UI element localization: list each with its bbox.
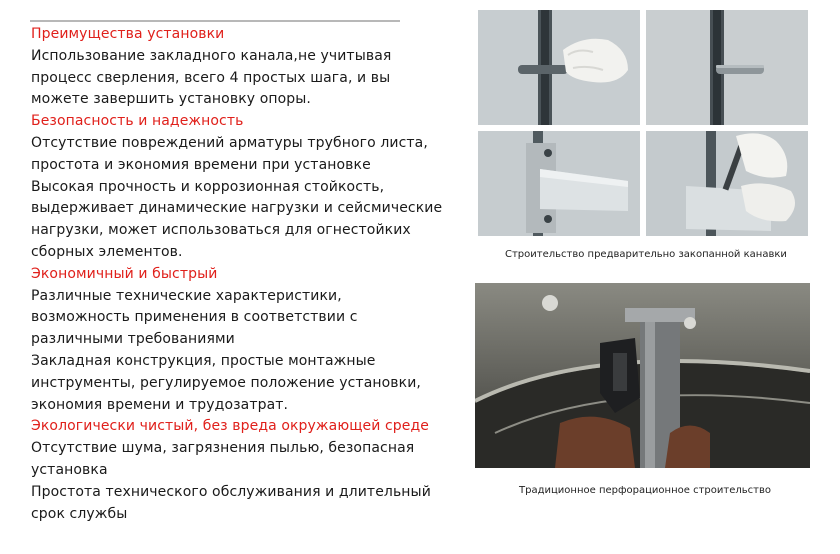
body-line: Закладная конструкция, простые монтажные bbox=[31, 352, 376, 369]
photo-bracket-mounted bbox=[478, 131, 640, 236]
body-line: выдерживает динамические нагрузки и сейсмические bbox=[31, 200, 443, 217]
body-line: Отсутствие шума, загрязнения пылью, безопасная bbox=[31, 440, 415, 457]
body-line: установка bbox=[31, 461, 108, 478]
body-line: инструменты, регулируемое положение установки, bbox=[31, 374, 421, 391]
photo-traditional-drilling bbox=[475, 283, 810, 468]
body-line: простота и экономия времени при установке bbox=[31, 156, 371, 173]
body-line: Простота технического обслуживания и длительный bbox=[31, 483, 431, 500]
body-line: сборных элементов. bbox=[31, 243, 183, 260]
body-line: процесс сверления, всего 4 простых шага, и вы bbox=[31, 69, 391, 86]
section-heading: Экологически чистый, без вреда окружающей среде bbox=[31, 418, 429, 435]
caption-embedded-channel: Строительство предварительно закопанной канавки bbox=[505, 249, 787, 260]
body-line: возможность применения в соответствии с bbox=[31, 309, 358, 326]
advantages-text bbox=[31, 24, 443, 525]
caption-traditional-drilling: Традиционное перфорационное строительство bbox=[519, 485, 771, 496]
section-heading: Безопасность и надежность bbox=[31, 113, 244, 130]
top-divider bbox=[30, 20, 400, 22]
photo-bolt-installed bbox=[646, 10, 808, 125]
photo-bracket-tightening bbox=[646, 131, 808, 236]
body-line: нагрузки, может использоваться для огнестойких bbox=[31, 222, 411, 239]
section-heading: Преимущества установки bbox=[31, 26, 225, 42]
body-line: Использование закладного канала,не учитывая bbox=[31, 47, 392, 64]
body-line: Высокая прочность и коррозионная стойкость, bbox=[31, 178, 385, 195]
body-line: Различные технические характеристики, bbox=[31, 287, 342, 304]
body-line: Отсутствие повреждений арматуры трубного листа, bbox=[31, 134, 428, 151]
photo-bolt-insertion bbox=[478, 10, 640, 125]
body-line: можете завершить установку опоры. bbox=[31, 91, 311, 108]
body-line: срок службы bbox=[31, 505, 128, 522]
body-line: различными требованиями bbox=[31, 331, 235, 348]
body-line: экономия времени и трудозатрат. bbox=[31, 396, 289, 413]
section-heading: Экономичный и быстрый bbox=[31, 265, 218, 282]
